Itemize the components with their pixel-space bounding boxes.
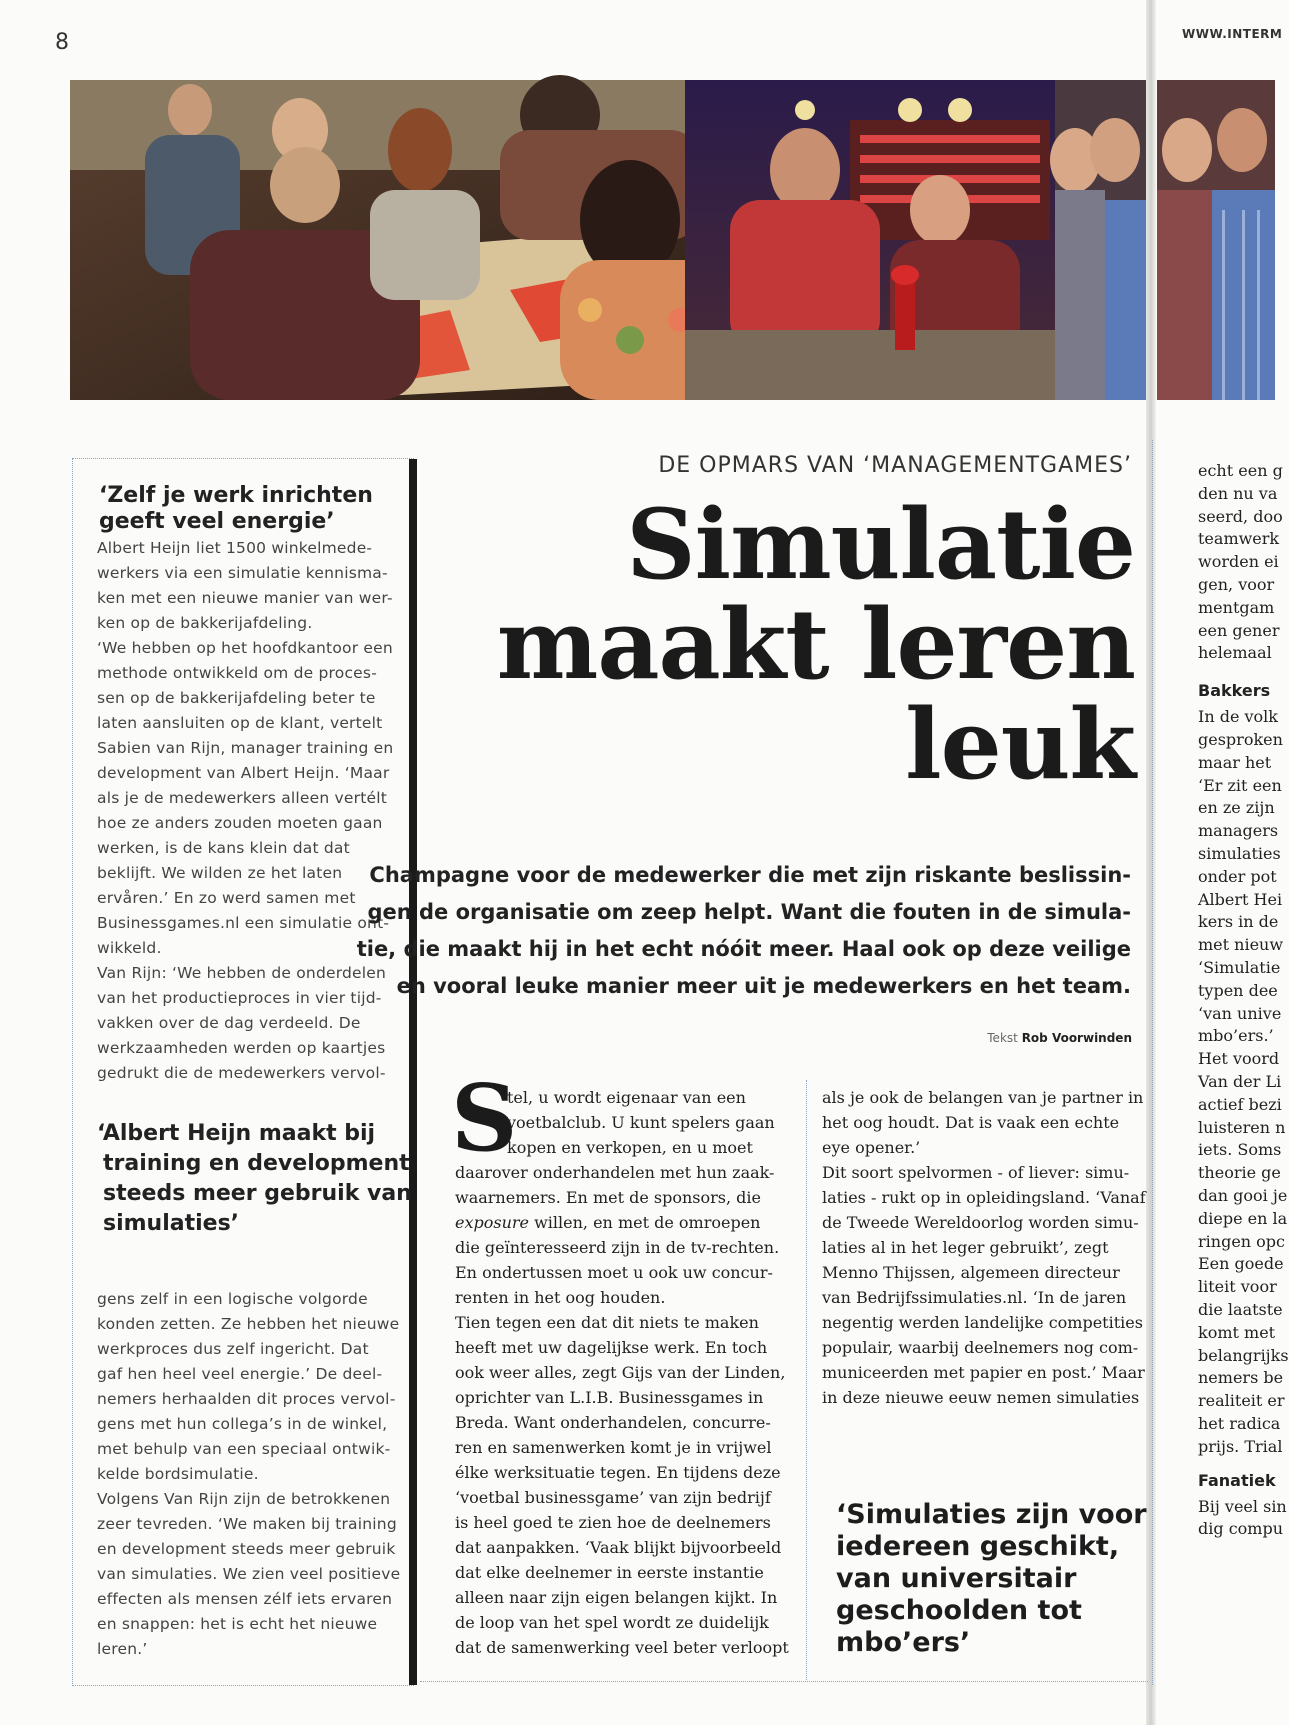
sidebar-text-line: sen op de bakkerijafdeling beter te [97, 689, 376, 707]
body-text-line: populair, waarbij deelnemers nog com- [822, 1338, 1139, 1357]
sidebar-text-line: zeer tevreden. ‘We maken bij training [97, 1515, 397, 1533]
sidebar-text-line: van simulaties. We zien veel positieve [97, 1565, 401, 1583]
body-text-line: waarnemers. En met de sponsors, die [455, 1188, 761, 1207]
right-page-text-line: iets. Soms [1198, 1140, 1282, 1160]
right-page-text-line: Albert Hei [1198, 889, 1283, 909]
right-page-text-line: belangrijks [1198, 1345, 1289, 1365]
right-page-text-line: actief bezi [1198, 1094, 1282, 1114]
sidebar-text-line: ‘We hebben op het hoofdkantoor een [97, 639, 393, 657]
sidebar-text-line: leren.’ [97, 1640, 148, 1658]
drop-cap: S [451, 1064, 518, 1172]
right-page-text-line: een gener [1198, 620, 1280, 640]
article-kicker: DE OPMARS VAN ‘MANAGEMENTGAMES’ [658, 453, 1132, 478]
body-text-line: die geïnteresseerd zijn in de tv-rechten. [455, 1238, 780, 1257]
right-page-text-line: prijs. Trial [1198, 1436, 1283, 1456]
sidebar-text-line: wikkeld. [97, 939, 162, 957]
right-page-subheading: Fanatiek [1198, 1470, 1276, 1490]
body-text-line: élke werksituatie tegen. En tijdens deze [455, 1463, 781, 1482]
sidebar-text-line: ervåren.’ En zo werd samen met [97, 889, 356, 907]
body-text-line: negentig werden landelijke competities [822, 1313, 1143, 1332]
right-page-text-line: typen dee [1198, 980, 1278, 1000]
body-text-line: van Bedrijfssimulaties.nl. ‘In de jaren [822, 1288, 1127, 1307]
right-page-text-line: ‘Er zit een [1198, 775, 1282, 795]
body-text-line: voetbalclub. U kunt spelers gaan [507, 1113, 775, 1132]
sidebar-text-line: hoe ze anders zouden moeten gaan [97, 814, 383, 832]
body-text-line: Breda. Want onderhandelen, concurre- [455, 1413, 771, 1432]
right-page-text-line: ‘Simulatie [1198, 958, 1281, 977]
column-divider [806, 1080, 807, 1680]
right-page-text-line: met nieuw [1198, 935, 1284, 955]
sidebar-text-line: gedrukt die de medewerkers vervol- [97, 1064, 386, 1082]
right-page-text-line: Het voord [1198, 1049, 1280, 1069]
sidebar-text-line: Albert Heijn liet 1500 winkelmede- [97, 539, 373, 557]
sidebar-heading: ‘Zelf je werk inrichten geeft veel energie’ [99, 483, 373, 534]
body-text-line: dat elke deelnemer in eerste instantie [455, 1563, 764, 1582]
right-page-text-line: den nu va [1198, 483, 1278, 503]
right-page-text-line: realiteit er [1198, 1391, 1285, 1411]
sidebar-text-line: werkzaamheden werden op kaartjes [97, 1039, 386, 1057]
sidebar-text-intro [97, 536, 393, 1086]
body-text-line: ren en samenwerken komt je in vrijwel [455, 1438, 772, 1457]
body-text-line: de Tweede Wereldoorlog worden simu- [822, 1213, 1139, 1232]
right-page-text-line: gesproken [1198, 730, 1283, 749]
right-page-text-line: In de volk [1198, 707, 1278, 727]
body-text-line: heeft met uw dagelijkse werk. En toch [455, 1338, 768, 1357]
article-headline: Simulatie maakt leren leuk [496, 488, 1135, 801]
sidebar-text-line: vakken over de dag verdeeld. De [97, 1014, 361, 1032]
body-text-line: Menno Thijssen, algemeen directeur [822, 1263, 1120, 1282]
body-text-line: daarover onderhandelen met hun zaak- [455, 1163, 775, 1182]
sidebar-text-line: laten aansluiten op de klant, vertelt [97, 714, 383, 732]
body-text-line: renten in het oog houden. [455, 1288, 666, 1307]
right-page-text-line: kers in de [1198, 912, 1279, 932]
sidebar-text-line: als je de medewerkers alleen vertélt [97, 789, 388, 807]
sidebar-divider-bar [409, 459, 417, 1685]
body-text-line: oprichter van L.I.B. Businessgames in [455, 1388, 764, 1407]
sidebar-text-line: nemers herhaalden dit proces vervol- [97, 1390, 396, 1408]
body-text-line: kopen en verkopen, en u moet [507, 1138, 753, 1157]
right-page-text-line: teamwerk [1198, 529, 1280, 549]
right-page-text-line: gen, voor [1198, 575, 1275, 594]
right-page [1152, 440, 1289, 1685]
article-column-2 [822, 1085, 1146, 1410]
right-page-text-line: liteit voor [1198, 1277, 1277, 1297]
right-page-text-line: en ze zijn [1198, 798, 1275, 818]
sidebar-text-line: beklijft. We wilden ze het laten [97, 864, 343, 882]
header-url: WWW.INTERM [1182, 27, 1283, 41]
body-text-line: alleen naar zijn eigen belangen kijkt. In [455, 1588, 778, 1607]
sidebar-text-line: Van Rijn: ‘We hebben de onderdelen [97, 964, 387, 982]
right-page-text-line: onder pot [1198, 866, 1277, 886]
body-text-line: Dit soort spelvormen - of liever: simu- [822, 1163, 1130, 1182]
body-text-line: is heel goed te zien hoe de deelnemers [455, 1513, 771, 1532]
body-text-line: En ondertussen moet u ook uw concur- [455, 1263, 773, 1282]
sidebar-text-line: ken met een nieuwe manier van wer- [97, 589, 393, 607]
sidebar-text-line: werkers via een simulatie kennisma- [97, 564, 388, 582]
page-number: 8 [55, 30, 69, 55]
sidebar-text-line: gens met hun collega’s in de winkel, [97, 1415, 388, 1433]
sidebar-text-line: van het productieproces in vier tijd- [97, 989, 382, 1007]
right-page-text-line: ‘van unive [1198, 1003, 1282, 1023]
right-page-text-line: Bij veel sin [1198, 1496, 1287, 1516]
sidebar-text-line: effecten als mensen zélf iets ervaren [97, 1590, 393, 1608]
article-byline: Tekst Rob Voorwinden [987, 1031, 1132, 1045]
right-page-text-line: dan gooi je [1198, 1186, 1288, 1205]
right-page-text-line: helemaal [1198, 643, 1272, 663]
body-text-line: in deze nieuwe eeuw nemen simulaties [822, 1388, 1140, 1407]
body-text-line: municeerden met papier en post.’ Maar [822, 1363, 1145, 1382]
sidebar-text-line: werkproces dus zelf ingericht. Dat [97, 1340, 369, 1358]
right-page-text-line: het radica [1198, 1414, 1281, 1433]
sidebar-text-line: werken, is de kans klein dat dat [97, 839, 350, 857]
sidebar-text-line: ken op de bakkerijafdeling. [97, 614, 313, 632]
right-page-text-line: echt een g [1198, 461, 1283, 480]
body-text-line: dat de samenwerking veel beter verloopt [455, 1638, 789, 1657]
right-page-text-line: nemers be [1198, 1368, 1284, 1388]
sidebar-text-line: konden zetten. Ze hebben het nieuwe [97, 1315, 400, 1333]
right-page-text-line: komt met [1198, 1322, 1276, 1342]
sidebar-text-continued [97, 1287, 400, 1662]
sidebar-text-line: Sabien van Rijn, manager training en [97, 739, 394, 757]
sidebar-text-line: gens zelf in een logische volgorde [97, 1290, 368, 1308]
body-text-line: tel, u wordt eigenaar van een [507, 1088, 746, 1107]
body-text-line: ‘voetbal businessgame’ van zijn bedrijf [455, 1488, 771, 1507]
body-text-line: het oog houdt. Dat is vaak een echte [822, 1113, 1120, 1132]
body-text-line: ook weer alles, zegt Gijs van der Linden, [455, 1363, 786, 1382]
right-page-text-line: mbo’ers.’ [1198, 1026, 1274, 1046]
right-page-text-line: die laatste [1198, 1300, 1283, 1319]
right-page-text-line: Van der Li [1198, 1072, 1282, 1091]
photo-right-page [1157, 80, 1275, 400]
sidebar-text-line: Businessgames.nl een simulatie ont- [97, 914, 390, 932]
body-text-line: Tien tegen een dat dit niets te maken [455, 1313, 759, 1332]
body-text-line: de loop van het spel wordt ze duidelijk [455, 1613, 769, 1632]
right-page-text-line: mentgam [1198, 597, 1275, 617]
sidebar-text-line: Volgens Van Rijn zijn de betrokkenen [97, 1490, 391, 1508]
right-page-text-line: theorie ge [1198, 1163, 1281, 1183]
right-page-text-line: diepe en la [1198, 1208, 1288, 1228]
right-page-text-line: simulaties [1198, 844, 1281, 863]
body-text-line: als je ook de belangen van je partner in [822, 1088, 1144, 1107]
sidebar-text-line: en development steeds meer gebruik [97, 1540, 396, 1558]
body-text-line: laties al in het leger gebruikt’, zegt [822, 1238, 1109, 1257]
body-text-line: dat aanpakken. ‘Vaak blijkt bijvoorbeeld [455, 1538, 782, 1557]
article-pull-quote: ‘Simulaties zijn voor iedereen geschikt, van universitair geschoolden tot mbo’ers’ [836, 1499, 1147, 1658]
sidebar-box [72, 458, 414, 1686]
body-text-line: exposure willen, en met de omroepen [455, 1213, 761, 1232]
article-intro: Champagne voor de medewerker die met zijn riskante beslissin- gen de organisatie om zeep helpt. Want die fouten in de simula- tie, die maakt hij in het echt nóóit meer. Haal ook op deze veilige en vooral leuke manier meer uit je medewerkers en het team. [356, 863, 1131, 998]
body-text-line: laties - rukt op in opleidingsland. ‘Vanaf [822, 1188, 1146, 1207]
sidebar-text-line: methode ontwikkeld om de proces- [97, 664, 377, 682]
sidebar-pull-quote: ‘Albert Heijn maakt bij training en development steeds meer gebruik van simulaties’ [97, 1121, 412, 1236]
right-page-text-line: managers [1198, 821, 1279, 841]
right-page-text-line: ringen opc [1198, 1231, 1286, 1251]
right-page-text-line: luisteren n [1198, 1117, 1286, 1137]
sidebar-text-line: kelde bordsimulatie. [97, 1465, 259, 1483]
photo-strip [70, 80, 1152, 400]
right-page-text-line: Een goede [1198, 1254, 1284, 1274]
right-page-subheading: Bakkers [1198, 681, 1271, 701]
body-text-line: eye opener.’ [822, 1138, 921, 1157]
right-page-text-line: dig compu [1198, 1519, 1283, 1539]
right-page-text-line: maar het [1198, 752, 1272, 772]
right-page-text-line: seerd, doo [1198, 506, 1283, 526]
right-page-text-line: worden ei [1198, 552, 1279, 572]
article-column-1 [455, 1085, 789, 1660]
sidebar-text-line: met behulp van een speciaal ontwik- [97, 1440, 391, 1458]
sidebar-text-line: gaf hen heel veel energie.’ De deel- [97, 1365, 383, 1383]
sidebar-text-line: development van Albert Heijn. ‘Maar [97, 764, 390, 782]
bottom-rule [420, 1681, 1148, 1682]
sidebar-text-line: en snappen: het is echt het nieuwe [97, 1615, 378, 1633]
